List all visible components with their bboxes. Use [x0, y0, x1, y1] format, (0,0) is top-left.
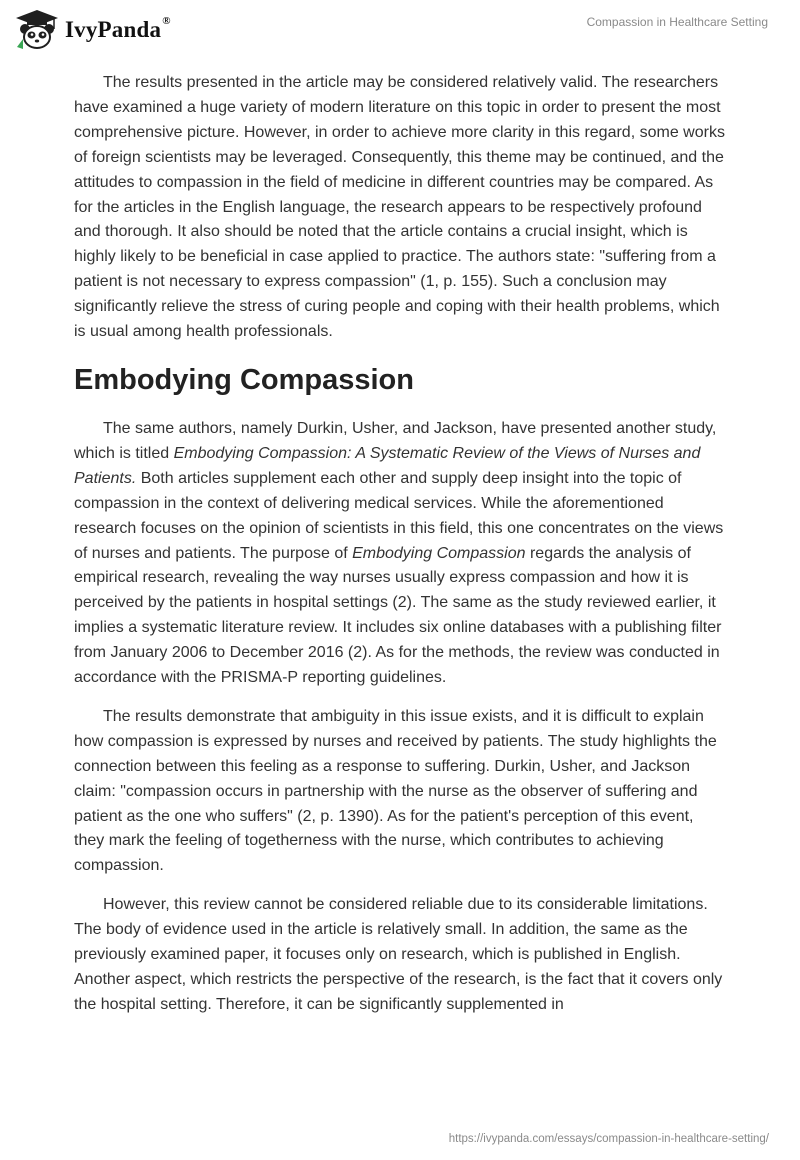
trademark-symbol: ® — [162, 15, 171, 27]
paragraph: The results demonstrate that ambiguity in this issue exists, and it is difficult to explain how compassion is expressed by nurses and received by patients. The study highlights the connection between this feeling as a response to suffering. Durkin, Usher, and Jackson claim: "compassion occurs in partnership with the nurse as the observer of suffering and patient as the one who suffers" (2, p. 1390). As for the patient's perception of this event, they mark the feeling of togetherness with the nurse, which contributes to achieving compassion. — [74, 707, 717, 875]
panda-graduate-icon — [14, 9, 60, 51]
essay-body — [74, 71, 726, 1032]
brand-name: IvyPanda® — [65, 15, 171, 42]
paragraph: However, this review cannot be considered reliable due to its considerable limitations. The body of evidence used in the article is relatively small. In addition, the same as the previously examined paper, it focuses only on research, which is published in English. Another aspect, which restricts the perspective of the research, is the fact that it covers only the hospital setting. Therefore, it can be significantly supplemented in — [74, 896, 723, 1013]
source-url[interactable]: https://ivypanda.com/essays/compassion-in-healthcare-setting/ — [448, 1133, 769, 1145]
paragraph: The results presented in the article may be considered relatively valid. The researchers have examined a huge variety of modern literature on this topic in order to present the most comprehensive picture. However, in order to achieve more clarity in this regard, some works of foreign scientists may be leveraged. Consequently, this theme may be continued, and the attitudes to compassion in the field of medicine in different countries may be compared. As for the articles in the English language, the research appears to be respectively profound and thorough. It also should be noted that the article contains a crucial insight, which is highly likely to be beneficial in case applied to practice. The authors state: "suffering from a patient is not necessary to express compassion" (1, p. 155). Such a conclusion may significantly relieve the stress of curing people and coping with their health problems, which is usual among health professionals. — [74, 74, 725, 341]
section-heading: Embodying Compassion — [74, 363, 414, 396]
page-header — [0, 0, 800, 64]
logo[interactable] — [14, 9, 171, 51]
title-citation: Embodying Compassion: A Systematic Review of the Views of Nurses and Patients. — [74, 444, 701, 487]
paragraph: The same authors, namely Durkin, Usher, and Jackson, have presented another study, which is titled Embodying Compassion: A Systematic Review of the Views of Nurses and Patients. Both articles supplement each other and supply deep insight into the topic of compassion in the context of delivering medical services. While the aforementioned research focuses on the opinion of scientists in this field, this one concentrates on the views of nurses and patients. The purpose of Embodying Compassion regards the analysis of empirical research, revealing the way nurses usually express compassion and how it is perceived by the patients in hospital settings (2). The same as the study reviewed earlier, it implies a systematic literature review. It includes six online databases with a publishing filter from January 2006 to December 2016 (2). As for the methods, the review was conducted in accordance with the PRISMA-P reporting guidelines. — [74, 419, 724, 687]
title-citation: Embodying Compassion — [352, 544, 526, 562]
document-title: Compassion in Healthcare Setting — [586, 15, 768, 29]
